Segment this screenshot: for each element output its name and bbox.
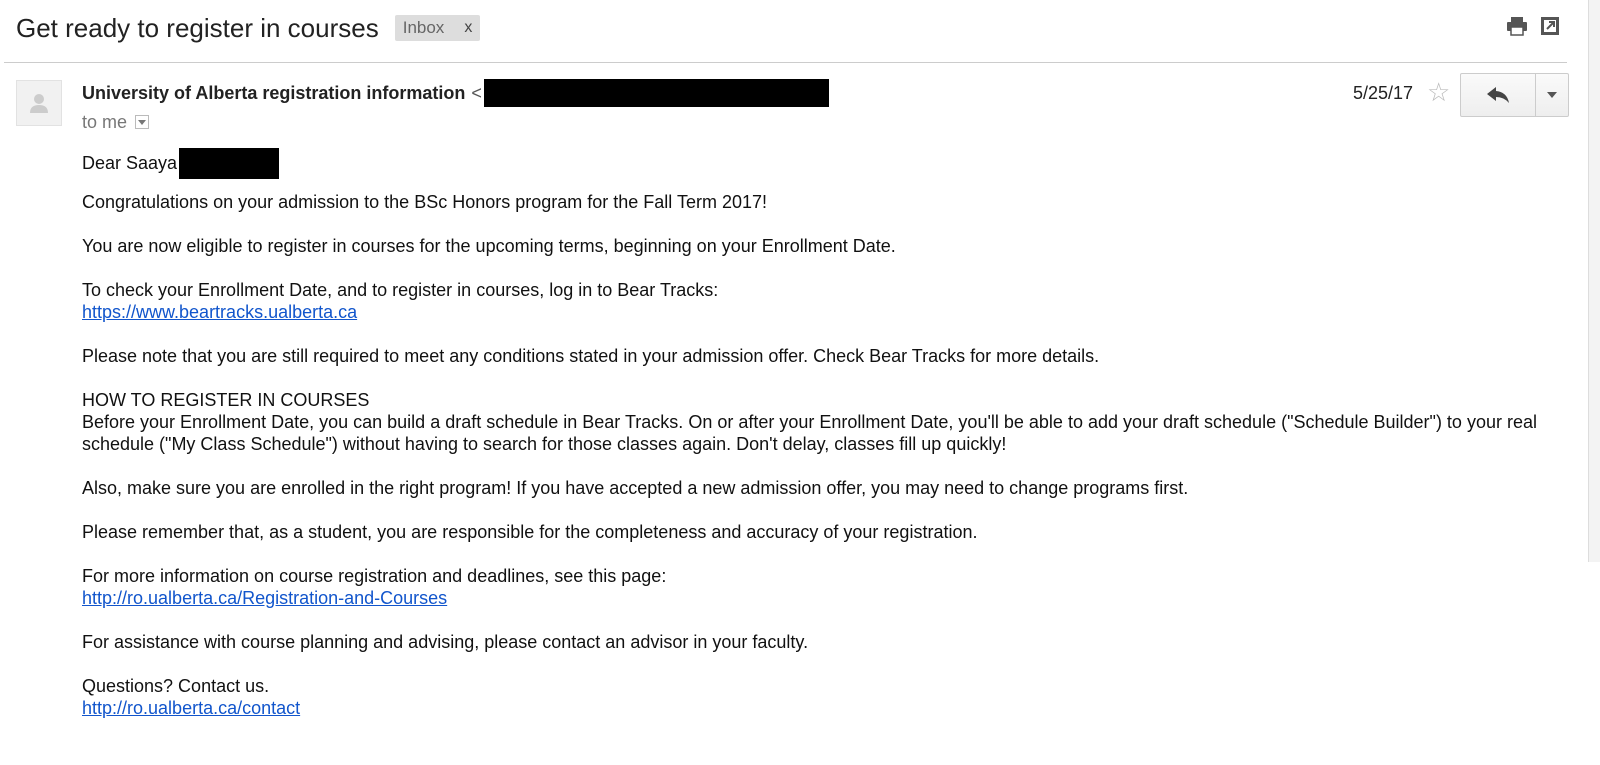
paragraph-contact <box>82 675 1562 719</box>
paragraph-conditions: Please note that you are still required to meet any conditions stated in your admission offer. Check Bear Tracks for more details. <box>82 346 1100 366</box>
redacted-sender-email <box>484 79 829 107</box>
sender-avatar <box>16 80 62 126</box>
paragraph-how-to-register <box>82 389 1562 455</box>
greeting-text: Dear Saaya <box>82 153 178 173</box>
to-me-text: to me <box>82 111 128 132</box>
reply-button[interactable] <box>1461 74 1536 116</box>
contact-link[interactable]: http://ro.ualberta.ca/contact <box>82 698 301 718</box>
email-body <box>82 147 1562 741</box>
person-icon <box>28 91 50 115</box>
paragraph-enrollment-check <box>82 279 1562 323</box>
paragraph-congratulations: Congratulations on your admission to the BSc Honors program for the Fall Term 2017! <box>82 192 768 212</box>
paragraph-eligibility: You are now eligible to register in courses for the upcoming terms, beginning on your Enrollment Date. <box>82 236 896 256</box>
enrollment-check-text: To check your Enrollment Date, and to register in courses, log in to Bear Tracks: <box>82 280 719 300</box>
chevron-down-icon <box>1547 92 1557 98</box>
remove-label-button[interactable]: x <box>464 19 473 36</box>
label-text: Inbox <box>402 18 445 37</box>
print-icon[interactable] <box>1506 16 1528 36</box>
paragraph-responsibility: Please remember that, as a student, you are responsible for the completeness and accuracy of your registration. <box>82 522 978 542</box>
inbox-label-chip[interactable] <box>395 15 481 41</box>
reply-icon <box>1487 87 1509 103</box>
show-details-button[interactable] <box>135 115 149 129</box>
star-icon[interactable]: ☆ <box>1427 77 1451 107</box>
how-to-register-text: Before your Enrollment Date, you can build a draft schedule in Bear Tracks. On or after your Enrollment Date, you'll be able to add your draft schedule ("Schedule Builder") to your real schedule ("My Class Schedule") without having to search for those classes again. Don't delay, classes fill up quickly! <box>82 412 1537 454</box>
paragraph-program-check: Also, make sure you are enrolled in the right program! If you have accepted a new admission offer, you may need to change programs first. <box>82 478 1189 498</box>
sender-line <box>82 80 829 106</box>
email-date: 5/25/17 <box>1353 82 1414 103</box>
reply-button-group <box>1460 73 1569 117</box>
greeting-line <box>82 147 1562 179</box>
sender-email-bracket: < <box>471 82 482 103</box>
scrollbar[interactable] <box>1588 0 1600 562</box>
subject-header <box>16 8 480 48</box>
open-in-new-window-icon[interactable] <box>1540 16 1560 36</box>
registration-courses-link[interactable]: http://ro.ualberta.ca/Registration-and-Courses <box>82 588 448 608</box>
more-info-text: For more information on course registration and deadlines, see this page: <box>82 566 667 586</box>
more-actions-button[interactable] <box>1536 74 1568 116</box>
how-to-register-heading: HOW TO REGISTER IN COURSES <box>82 390 370 410</box>
header-actions <box>1506 16 1560 36</box>
beartracks-link[interactable]: https://www.beartracks.ualberta.ca <box>82 302 358 322</box>
email-subject: Get ready to register in courses <box>16 12 379 43</box>
paragraph-more-info <box>82 565 1562 609</box>
redacted-surname <box>179 148 279 179</box>
caret-down-icon <box>138 120 146 125</box>
recipient-line <box>82 110 149 134</box>
sender-name[interactable]: University of Alberta registration information <box>82 82 466 103</box>
header-divider <box>4 62 1567 63</box>
contact-text: Questions? Contact us. <box>82 676 270 696</box>
paragraph-assistance: For assistance with course planning and advising, please contact an advisor in your faculty. <box>82 632 809 652</box>
